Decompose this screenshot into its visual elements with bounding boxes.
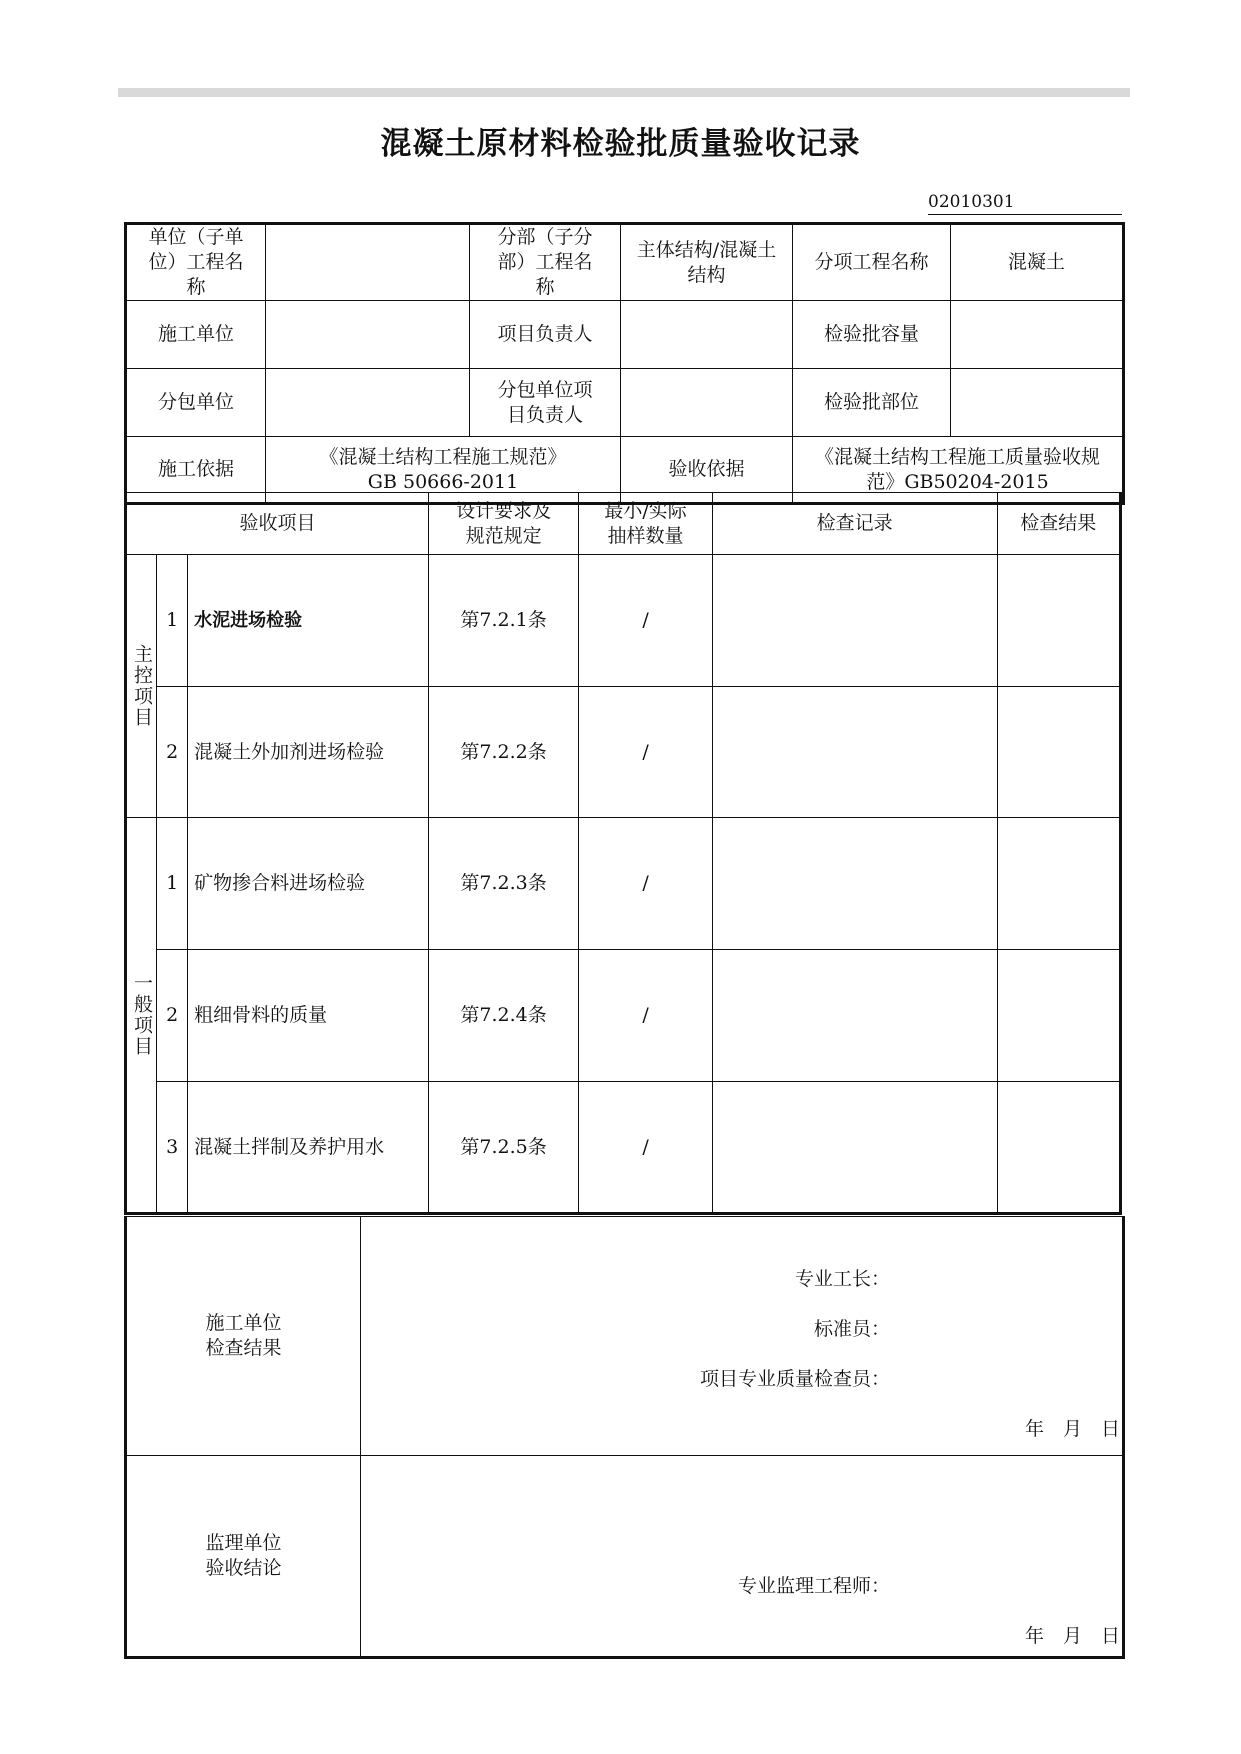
table-row	[126, 818, 1121, 950]
row-number: 1	[157, 555, 188, 687]
basis-label: 施工依据	[126, 437, 266, 504]
item-record[interactable]	[712, 950, 997, 1082]
main-group-label: 主控项目	[126, 555, 157, 818]
supervisor-check-area[interactable]	[361, 1456, 1124, 1658]
col-result-header: 检查结果	[997, 493, 1120, 555]
subcontractor-label: 分包单位	[126, 369, 266, 437]
subcontractor-value[interactable]	[266, 369, 470, 437]
col-record-header: 检查记录	[712, 493, 997, 555]
top-bar	[118, 88, 1130, 97]
item-name: 矿物掺合料进场检验	[188, 818, 429, 950]
col-item-header: 验收项目	[126, 493, 429, 555]
item-result[interactable]	[997, 818, 1120, 950]
item-sample[interactable]: /	[579, 555, 712, 687]
inspection-table	[124, 492, 1122, 1215]
capacity-value[interactable]	[951, 301, 1124, 369]
table-row	[126, 1082, 1121, 1214]
item-sample[interactable]: /	[579, 818, 712, 950]
row-number: 2	[157, 687, 188, 818]
contractor-check-area[interactable]	[361, 1217, 1124, 1456]
division-label: 分部（子分部）工程名称	[470, 224, 621, 301]
row-number: 1	[157, 818, 188, 950]
contractor-label: 施工单位	[126, 301, 266, 369]
standard-label: 标准员：	[813, 1318, 890, 1340]
contractor-date: 年 月 日	[1024, 1418, 1120, 1440]
item-result[interactable]	[997, 1082, 1120, 1214]
item-record[interactable]	[712, 1082, 997, 1214]
foreman-label: 专业工长：	[794, 1268, 890, 1290]
capacity-label: 检验批容量	[793, 301, 951, 369]
table-row	[126, 687, 1121, 818]
pm-value[interactable]	[621, 301, 793, 369]
unit-name-label: 单位（子单位）工程名称	[126, 224, 266, 301]
row-number: 2	[157, 950, 188, 1082]
contractor-check-label: 施工单位检查结果	[126, 1217, 361, 1456]
sub-pm-label: 分包单位项目负责人	[470, 369, 621, 437]
item-result[interactable]	[997, 555, 1120, 687]
subitem-value[interactable]: 混凝土	[951, 224, 1124, 301]
header-table	[124, 222, 1125, 505]
location-label: 检验批部位	[793, 369, 951, 437]
item-result[interactable]	[997, 687, 1120, 818]
item-name: 粗细骨料的质量	[188, 950, 429, 1082]
col-sample-header: 最小/实际抽样数量	[579, 493, 712, 555]
item-name: 混凝土拌制及养护用水	[188, 1082, 429, 1214]
supervisor-date: 年 月 日	[1024, 1625, 1120, 1647]
contractor-value[interactable]	[266, 301, 470, 369]
page-title: 混凝土原材料检验批质量验收记录	[380, 126, 861, 162]
item-record[interactable]	[712, 818, 997, 950]
item-clause: 第7.2.4条	[428, 950, 578, 1082]
acceptance-basis-label: 验收依据	[621, 437, 793, 504]
form-code	[928, 192, 1122, 215]
location-value[interactable]	[951, 369, 1124, 437]
acceptance-basis-value: 《混凝土结构工程施工质量验收规范》GB50204-2015	[793, 437, 1124, 504]
item-clause: 第7.2.2条	[428, 687, 578, 818]
subitem-label: 分项工程名称	[793, 224, 951, 301]
supervisor-check-label: 监理单位验收结论	[126, 1456, 361, 1658]
item-result[interactable]	[997, 950, 1120, 1082]
signature-table	[124, 1216, 1125, 1659]
row-number: 3	[157, 1082, 188, 1214]
item-sample[interactable]: /	[579, 1082, 712, 1214]
item-record[interactable]	[712, 687, 997, 818]
item-record[interactable]	[712, 555, 997, 687]
col-design-header: 设计要求及规范规定	[428, 493, 578, 555]
division-value[interactable]: 主体结构/混凝土结构	[621, 224, 793, 301]
item-name: 混凝土外加剂进场检验	[188, 687, 429, 818]
general-group-label: 一般项目	[126, 818, 157, 1214]
item-clause: 第7.2.3条	[428, 818, 578, 950]
unit-name-value[interactable]	[266, 224, 470, 301]
item-clause: 第7.2.1条	[428, 555, 578, 687]
item-sample[interactable]: /	[579, 687, 712, 818]
engineer-label: 专业监理工程师：	[737, 1575, 890, 1597]
item-sample[interactable]: /	[579, 950, 712, 1082]
sub-pm-value[interactable]	[621, 369, 793, 437]
item-name: 水泥进场检验	[188, 555, 429, 687]
table-row	[126, 950, 1121, 1082]
pm-label: 项目负责人	[470, 301, 621, 369]
item-clause: 第7.2.5条	[428, 1082, 578, 1214]
basis-value: 《混凝土结构工程施工规范》GB 50666-2011	[266, 437, 621, 504]
form-code-text: 02010301	[928, 192, 1015, 212]
table-row	[126, 555, 1121, 687]
inspector-label: 项目专业质量检查员：	[699, 1368, 890, 1390]
